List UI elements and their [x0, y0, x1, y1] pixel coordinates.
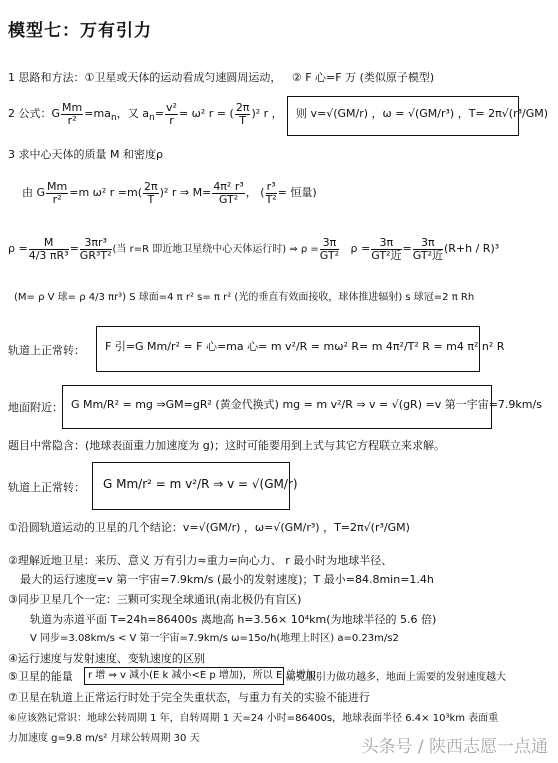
point-5-label: ⑤卫星的能量: [8, 670, 73, 683]
line-10-label: 轨道上正常转：: [8, 481, 85, 494]
formula-box-surface: G Mm/R² = mg ⇒GM=gR² (黄金代换式) mg = m v²/R ⇒ v = √(gR) =v 第一宇宙=7.9km/s: [62, 385, 492, 429]
line-8-label: 地面附近：: [8, 401, 63, 414]
point-7a: ⑥应该熟记常识：地球公转周期 1 年，自转周期 1 天=24 小时=86400s，地球表面半径 6.4× 10³km 表面重: [8, 713, 499, 724]
line-7-label: 轨道上正常转：: [8, 344, 85, 357]
point-3a: 轨道为赤道平面 T=24h=86400s 离地高 h=3.56× 10⁴km(为地球半径的 5.6 倍): [30, 613, 437, 626]
energy-box: r 增 ⇒ v 减小(E k 减小<E p 增加)，所以 E 总增加；: [84, 667, 284, 685]
formula-box-orbit-force: F 引=G Mm/r² = F 心=ma 心= m v²/R = mω² R= m 4π²/T² R = m4 π² n² R: [96, 326, 480, 372]
point-6: ⑦卫星在轨道上正常运行时处于完全失重状态，与重力有关的实验不能进行: [8, 691, 370, 704]
formula-box-orbit: 则 v=√(GM/r) ，ω = √(GM/r³) ，T= 2π√(r³/GM): [287, 96, 519, 136]
line-4: 由 G $\frac{Mm}{\text{r²}}$ =m ω² r =m( $\frac{2\pi}{T}$ )² r ⇒ M= $\frac{\text{4π² r³}}{\text{GT²}}$ ， ( $\frac{\text{r³}}{\text{T²}}$ = 恒量): [22, 180, 317, 206]
point-3: ③同步卫星几个一定：三颗可实现全球通讯(南北极仍有盲区): [8, 593, 302, 606]
point-2a: ②理解近地卫星：来历、意义 万有引力≈重力=向心力、 r 最小时为地球半径、: [8, 554, 393, 567]
watermark: 头条号 / 陕西志愿一点通: [361, 737, 548, 757]
line-5: ρ = $\frac{M}{\text{4/3 πR³}}$ = $\frac{\text{3πr³}}{\text{GR³T²}}$ (当 r=R 即近地卫星绕中心天体运行时) ⇒ ρ = $\frac{3\pi}{\text{GT²}}$ ρ = $\frac{3\pi}{\text{GT²近}}$ = $\frac{3\pi}{\text{GT²近}}$ (R+h / R)³: [8, 236, 500, 262]
line-1: 1 思路和方法：①卫星或天体的运动看成匀速圆周运动， ② F 心=F 万 (类似原子模型): [8, 71, 435, 84]
point-2b: 最大的运行速度=v 第一宇宙=7.9km/s (最小的发射速度)；T 最小=84.8min=1.4h: [20, 573, 434, 586]
page-title: 模型七：万有引力: [8, 21, 152, 41]
point-3b: V 同步=3.08km/s < V 第一宇宙=7.9km/s ω=15o/h(地理上时区) a=0.23m/s2: [30, 633, 399, 644]
line-6: (M= ρ V 球= ρ 4/3 πr³) S 球面=4 π r² s= π r² (光的垂直有效面接收，球体推进辐射) s 球冠=2 π Rh: [14, 292, 475, 303]
line-9: 题目中常隐含：(地球表面重力加速度为 g)；这时可能要用到上式与其它方程联立来求解。: [8, 439, 446, 452]
line-3: 3 求中心天体的质量 M 和密度ρ: [8, 148, 163, 161]
line-2: 2 公式：G $\frac{Mm}{\text{r²}}$ $=ma_n$，又 $a_n=$ $\frac{\text{v²}}{r}$ = ω² r = ( $\frac{2\pi}{T}$ )² r ，: [8, 101, 283, 127]
formula-box-velocity: G Mm/r² = m v²/R ⇒ v = √(GM/r): [92, 462, 290, 510]
point-1: ①沿圆轨道运动的卫星的几个结论：v=√(GM/r) ，ω=√(GM/r³) ，T=2π√(r³/GM): [8, 521, 410, 534]
point-4: ④运行速度与发射速度、变轨速度的区别: [8, 652, 205, 665]
point-7b: 力加速度 g=9.8 m/s² 月球公转周期 30 天: [8, 733, 200, 744]
point-5-tail: 需克服引力做功越多，地面上需要的发射速度越大: [286, 672, 506, 683]
